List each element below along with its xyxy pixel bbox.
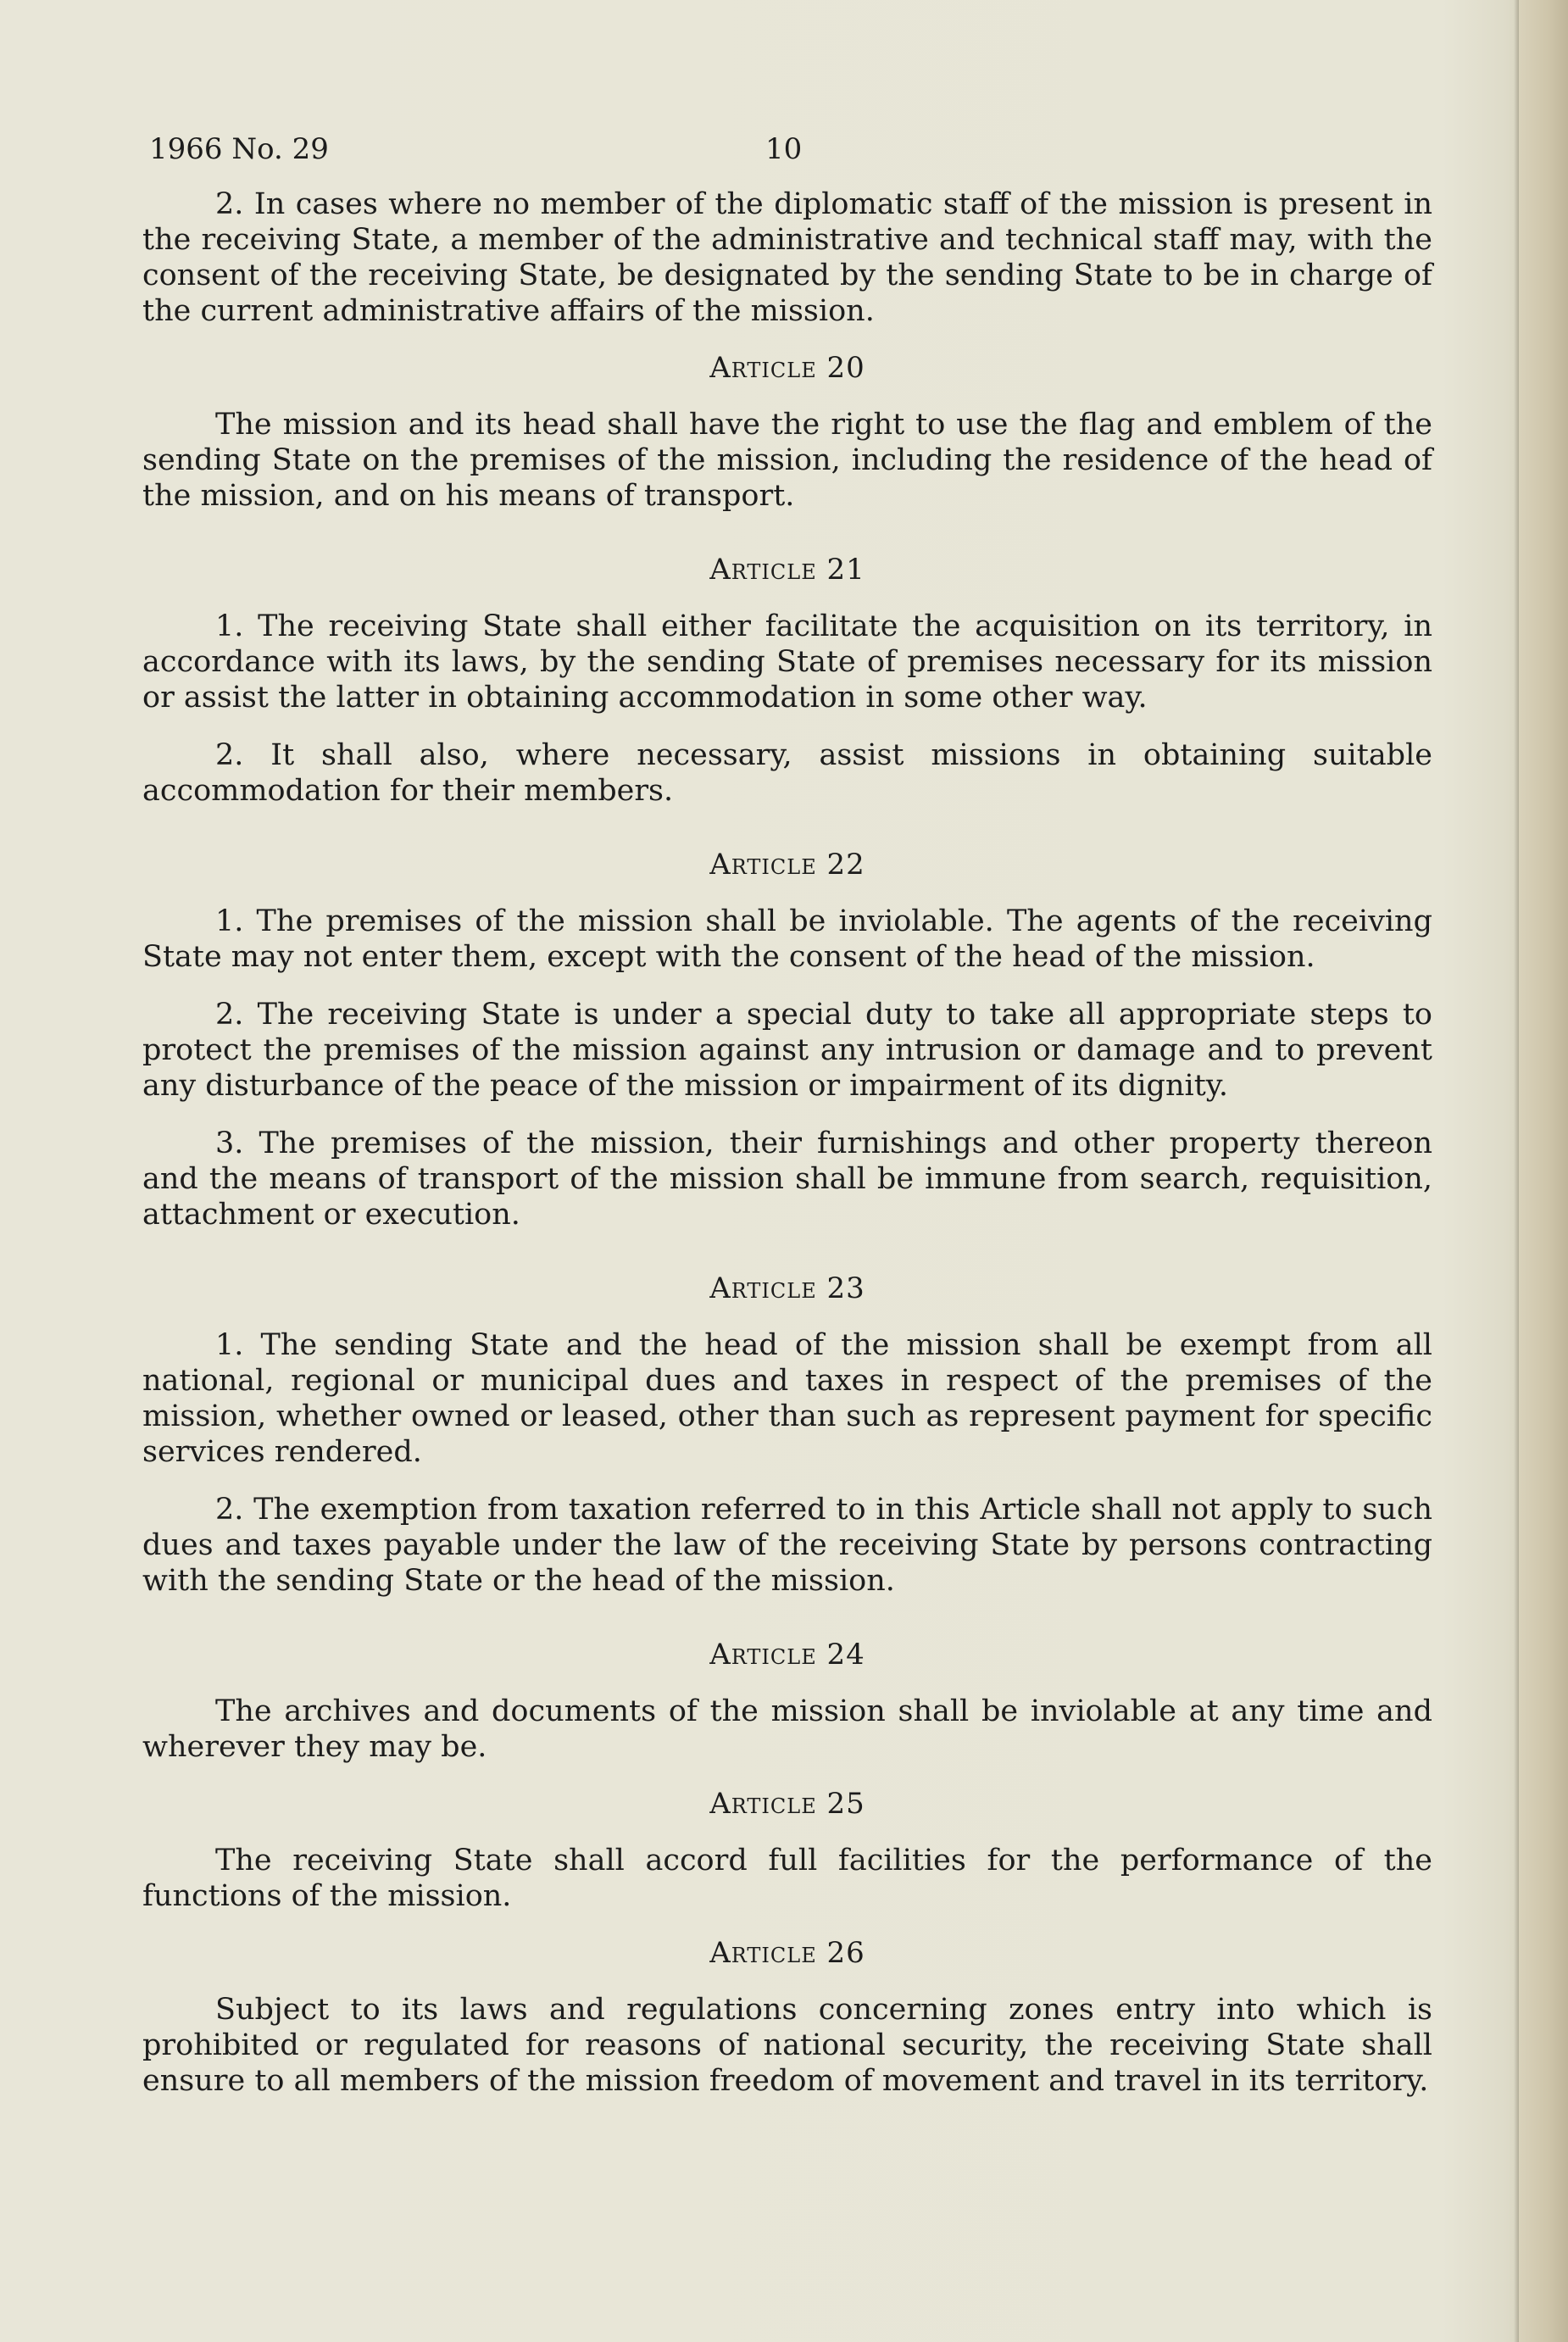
- article-heading: Article 23: [709, 1271, 865, 1305]
- paragraph: 2. It shall also, where necessary, assist missions in obtaining suitable accommodation for their members.: [142, 738, 1432, 808]
- paragraph: The receiving State shall accord full facilities for the performance of the functions of the mission.: [142, 1844, 1432, 1913]
- header-citation: 1966 No. 29: [149, 132, 329, 166]
- page-number: 10: [765, 132, 803, 166]
- paragraph: 3. The premises of the mission, their furnishings and other property thereon and the means of transport of the mission shall be immune from search, requisition, attachment or execution.: [142, 1126, 1432, 1232]
- paragraph: Subject to its laws and regulations concerning zones entry into which is prohibited or regulated for reasons of national security, the receiving State shall ensure to all members of the mission freedom of movement and travel in its territory.: [142, 1993, 1432, 2098]
- paragraph: 2. The exemption from taxation referred to in this Article shall not apply to such dues and taxes payable under the law of the receiving State by persons contracting with the sending State or the head of the mission.: [142, 1493, 1432, 1598]
- paragraph: 1. The premises of the mission shall be inviolable. The agents of the receiving State may not enter them, except with the consent of the head of the mission.: [142, 904, 1432, 974]
- article-heading: Article 24: [709, 1638, 865, 1672]
- paragraph: 1. The receiving State shall either facilitate the acquisition on its territory, in accordance with its laws, by the sending State of premises necessary for its mission or assist the latter in obtaining accommodation in some other way.: [142, 609, 1432, 715]
- article-heading: Article 25: [709, 1787, 865, 1821]
- page-header: [142, 119, 1432, 186]
- article-heading: Article 21: [709, 553, 865, 587]
- book-spine-edge: [1519, 0, 1568, 2342]
- paragraph: 1. The sending State and the head of the mission shall be exempt from all national, regional or municipal dues and taxes in respect of the premises of the mission, whether owned or leased, other than such as represent payment for specific services rendered.: [142, 1328, 1432, 1469]
- paragraph: The archives and documents of the mission shall be inviolable at any time and wherever they may be.: [142, 1694, 1432, 1764]
- article-heading: Article 26: [709, 1936, 865, 1970]
- paragraph: The mission and its head shall have the right to use the flag and emblem of the sending State on the premises of the mission, including the residence of the head of the mission, and on his means of transport.: [142, 408, 1432, 513]
- document-body: [142, 119, 1432, 2121]
- paragraph: 2. The receiving State is under a special duty to take all appropriate steps to protect the premises of the mission against any intrusion or damage and to prevent any disturbance of the peace of the mission or impairment of its dignity.: [142, 998, 1432, 1103]
- paragraph: 2. In cases where no member of the diplomatic staff of the mission is present in the receiving State, a member of the administrative and technical staff may, with the consent of the receiving State, be designated by the sending State to be in charge of the current administrative affairs of the mission.: [142, 187, 1432, 328]
- article-heading: Article 22: [709, 848, 865, 882]
- article-heading: Article 20: [709, 351, 865, 385]
